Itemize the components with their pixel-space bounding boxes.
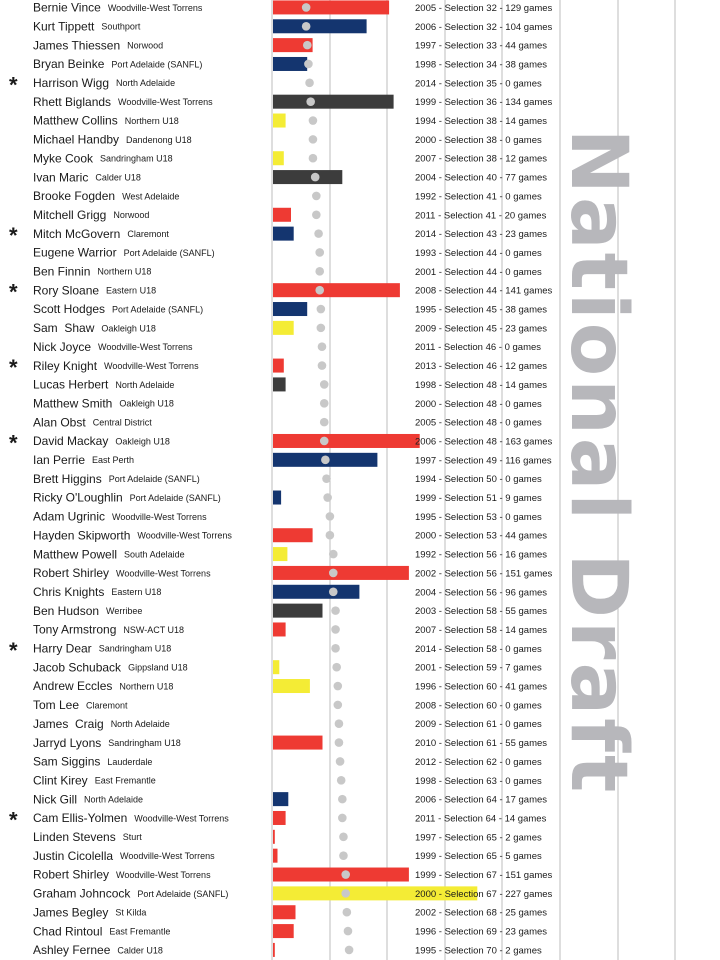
bar-games xyxy=(273,849,278,863)
player-name: Lucas Herbert xyxy=(33,377,109,392)
player-name: Graham Johncock xyxy=(33,886,131,901)
pick-info: 1994 - Selection 50 - 0 games xyxy=(415,474,542,486)
player-name: Brooke Fogden xyxy=(33,189,116,204)
player-club: Woodville-West Torrens xyxy=(116,869,211,880)
bar-games xyxy=(273,830,275,844)
player-name: Alan Obst xyxy=(33,415,86,430)
bar-games xyxy=(273,302,307,316)
pick-info: 1998 - Selection 34 - 38 games xyxy=(415,59,548,71)
player-club: Oakleigh U18 xyxy=(119,398,174,409)
bar-games xyxy=(273,114,286,128)
player-name: Jacob Schuback xyxy=(33,660,122,675)
star-marker: * xyxy=(9,807,18,833)
bar-games xyxy=(273,57,307,71)
player-name: Brett Higgins xyxy=(33,471,102,486)
dot-selection xyxy=(312,210,321,219)
dot-selection xyxy=(343,908,352,917)
player-club: Dandenong U18 xyxy=(126,134,192,145)
player-name: Andrew Eccles xyxy=(33,679,113,694)
pick-info: 2002 - Selection 68 - 25 games xyxy=(415,907,548,919)
bar-games xyxy=(273,660,279,674)
bar-games xyxy=(273,868,409,882)
dot-selection xyxy=(309,116,318,125)
player-club: Norwood xyxy=(127,40,164,51)
player-name: Mitch McGovern xyxy=(33,226,121,241)
player-club: North Adelaide xyxy=(84,794,144,805)
player-name: Sam Siggins xyxy=(33,754,101,769)
dot-selection xyxy=(326,531,335,540)
player-name: Nick Gill xyxy=(33,792,77,807)
player-club: Woodville-West Torrens xyxy=(134,813,229,824)
player-name: Rhett Biglands xyxy=(33,94,112,109)
bar-games xyxy=(273,566,409,580)
player-club: Sandringham U18 xyxy=(100,153,173,164)
player-name: Adam Ugrinic xyxy=(33,509,106,524)
bar-games xyxy=(273,434,420,448)
player-name: James Thiessen xyxy=(33,38,121,53)
bar-games xyxy=(273,377,286,391)
player-name: Bryan Beinke xyxy=(33,57,105,72)
pick-info: 2006 - Selection 48 - 163 games xyxy=(415,436,553,448)
dot-selection xyxy=(335,719,344,728)
player-name: Sam Shaw xyxy=(33,321,95,336)
player-club: Southport xyxy=(101,21,141,32)
dot-selection xyxy=(323,493,332,502)
player-club: St Kilda xyxy=(115,907,147,918)
player-name: Robert Shirley xyxy=(33,867,110,882)
pick-info: 1994 - Selection 38 - 14 games xyxy=(415,116,548,128)
pick-info: 1998 - Selection 63 - 0 games xyxy=(415,775,542,787)
pick-info: 1995 - Selection 45 - 38 games xyxy=(415,304,548,316)
dot-selection xyxy=(345,946,354,955)
bar-games xyxy=(273,227,294,241)
pick-info: 2007 - Selection 58 - 14 games xyxy=(415,624,548,636)
player-name: Hayden Skipworth xyxy=(33,528,131,543)
player-club: Port Adelaide (SANFL) xyxy=(112,304,204,315)
pick-info: 2003 - Selection 58 - 55 games xyxy=(415,606,548,618)
player-name: Bernie Vince xyxy=(33,0,101,15)
dot-selection xyxy=(317,324,326,333)
pick-info: 2010 - Selection 61 - 55 games xyxy=(415,738,548,750)
star-marker: * xyxy=(9,72,18,98)
dot-selection xyxy=(338,814,347,823)
dot-selection xyxy=(315,286,324,295)
pick-info: 2009 - Selection 45 - 23 games xyxy=(415,323,548,335)
bar-games xyxy=(273,736,323,750)
pick-info: 1996 - Selection 69 - 23 games xyxy=(415,926,548,938)
dot-selection xyxy=(326,512,335,521)
player-club: North Adelaide xyxy=(110,719,170,730)
player-name: Justin Cicolella xyxy=(33,848,114,863)
dot-selection xyxy=(312,192,321,201)
pick-info: 2008 - Selection 44 - 141 games xyxy=(415,285,553,297)
player-name: Myke Cook xyxy=(33,151,94,166)
dot-selection xyxy=(341,870,350,879)
bar-games xyxy=(273,151,284,165)
dot-selection xyxy=(302,22,311,31)
dot-selection xyxy=(321,456,330,465)
bar-games xyxy=(273,585,359,599)
dot-selection xyxy=(311,173,320,182)
dot-selection xyxy=(335,738,344,747)
pick-info: 2007 - Selection 38 - 12 games xyxy=(415,153,548,165)
dot-selection xyxy=(317,305,326,314)
pick-info: 1997 - Selection 49 - 116 games xyxy=(415,455,552,467)
player-name: Kurt Tippett xyxy=(33,19,95,34)
bar-games xyxy=(273,283,400,297)
player-club: Woodville-West Torrens xyxy=(98,342,193,353)
pick-info: 1993 - Selection 44 - 0 games xyxy=(415,247,542,259)
dot-selection xyxy=(339,833,348,842)
star-marker: * xyxy=(9,430,18,456)
player-club: East Fremantle xyxy=(94,775,156,786)
player-name: Robert Shirley xyxy=(33,566,110,581)
bar-games xyxy=(273,943,275,957)
bar-games xyxy=(273,208,291,222)
pick-info: 2013 - Selection 46 - 12 games xyxy=(415,361,548,373)
player-club: North Adelaide xyxy=(115,379,175,390)
player-name: Cam Ellis-Yolmen xyxy=(33,811,128,826)
dot-selection xyxy=(320,418,329,427)
player-club: Northern U18 xyxy=(119,681,174,692)
dot-selection xyxy=(315,248,324,257)
player-club: Calder U18 xyxy=(117,945,163,956)
bar-games xyxy=(273,491,281,505)
player-club: Claremont xyxy=(86,700,128,711)
player-club: Woodville-West Torrens xyxy=(120,851,215,862)
player-name: David Mackay xyxy=(33,434,109,449)
pick-info: 2000 - Selection 53 - 44 games xyxy=(415,530,548,542)
pick-info: 1995 - Selection 53 - 0 games xyxy=(415,511,542,523)
pick-info: 2014 - Selection 58 - 0 games xyxy=(415,643,542,655)
pick-info: 2012 - Selection 62 - 0 games xyxy=(415,756,542,768)
dot-selection xyxy=(320,380,329,389)
dot-selection xyxy=(339,851,348,860)
star-marker: * xyxy=(9,637,18,663)
dot-selection xyxy=(309,135,318,144)
pick-info: 1999 - Selection 65 - 5 games xyxy=(415,851,542,863)
pick-info: 2014 - Selection 35 - 0 games xyxy=(415,78,542,90)
dot-selection xyxy=(318,361,327,370)
dot-selection xyxy=(320,399,329,408)
dot-selection xyxy=(331,606,340,615)
player-name: Rory Sloane xyxy=(33,283,100,298)
player-name: Tony Armstrong xyxy=(33,622,117,637)
player-name: Ian Perrie xyxy=(33,453,86,468)
player-name: Eugene Warrior xyxy=(33,245,117,260)
pick-info: 2008 - Selection 60 - 0 games xyxy=(415,700,542,712)
player-name: Harrison Wigg xyxy=(33,76,110,91)
player-club: Woodville-West Torrens xyxy=(116,568,211,579)
star-marker: * xyxy=(9,355,18,381)
player-name: Tom Lee xyxy=(33,698,80,713)
pick-info: 1998 - Selection 48 - 14 games xyxy=(415,379,548,391)
bar-games xyxy=(273,0,389,14)
player-name: Ashley Fernee xyxy=(33,943,111,958)
pick-info: 1996 - Selection 60 - 41 games xyxy=(415,681,548,693)
player-club: Oakleigh U18 xyxy=(101,323,156,334)
chart-title-text: National Draft xyxy=(553,128,643,796)
dot-selection xyxy=(322,474,331,483)
dot-selection xyxy=(315,267,324,276)
star-marker: * xyxy=(9,279,18,305)
bar-games xyxy=(273,811,286,825)
player-club: Woodville-West Torrens xyxy=(118,97,213,108)
player-club: Eastern U18 xyxy=(111,587,162,598)
dot-selection xyxy=(320,437,329,446)
player-name: Riley Knight xyxy=(33,358,98,373)
pick-info: 2004 - Selection 40 - 77 games xyxy=(415,172,548,184)
player-club: Port Adelaide (SANFL) xyxy=(129,492,221,503)
player-name: Matthew Collins xyxy=(33,113,118,128)
player-name: James Begley xyxy=(33,905,109,920)
dot-selection xyxy=(331,644,340,653)
player-name: Chad Rintoul xyxy=(33,924,103,939)
bar-games xyxy=(273,321,294,335)
pick-info: 2002 - Selection 56 - 151 games xyxy=(415,568,553,580)
pick-info: 1999 - Selection 51 - 9 games xyxy=(415,493,542,505)
pick-info: 2004 - Selection 56 - 96 games xyxy=(415,587,548,599)
dot-selection xyxy=(332,663,341,672)
player-club: Port Adelaide (SANFL) xyxy=(108,474,200,485)
pick-info: 2000 - Selection 48 - 0 games xyxy=(415,398,542,410)
dot-selection xyxy=(331,625,340,634)
player-name: Chris Knights xyxy=(33,584,105,599)
pick-info: 1992 - Selection 41 - 0 games xyxy=(415,191,542,203)
player-club: Northern U18 xyxy=(97,266,152,277)
bar-games xyxy=(273,359,284,373)
dot-selection xyxy=(337,776,346,785)
dot-selection xyxy=(306,97,315,106)
player-club: Norwood xyxy=(113,210,150,221)
bar-games xyxy=(273,792,288,806)
player-club: East Perth xyxy=(92,455,135,466)
bar-games xyxy=(273,95,394,109)
player-name: Scott Hodges xyxy=(33,302,106,317)
player-club: Claremont xyxy=(127,229,169,240)
bar-games xyxy=(273,547,287,561)
pick-info: 2011 - Selection 41 - 20 games xyxy=(415,210,547,222)
bar-games xyxy=(273,528,313,542)
player-club: South Adelaide xyxy=(124,549,185,560)
player-club: Lauderdale xyxy=(107,756,153,767)
pick-info: 2001 - Selection 59 - 7 games xyxy=(415,662,542,674)
player-name: Ricky O'Loughlin xyxy=(33,490,123,505)
dot-selection xyxy=(334,701,343,710)
pick-info: 2009 - Selection 61 - 0 games xyxy=(415,719,542,731)
player-name: Clint Kirey xyxy=(33,773,88,788)
player-club: West Adelaide xyxy=(122,191,180,202)
player-club: Woodville-West Torrens xyxy=(107,2,203,13)
player-club: Oakleigh U18 xyxy=(115,436,170,447)
player-name: Matthew Smith xyxy=(33,396,113,411)
pick-info: 1997 - Selection 33 - 44 games xyxy=(415,40,548,52)
player-name: Michael Handby xyxy=(33,132,120,147)
player-name: James Craig xyxy=(33,716,104,731)
pick-info: 1999 - Selection 36 - 134 games xyxy=(415,97,553,109)
dot-selection xyxy=(329,550,338,559)
pick-info: 2006 - Selection 32 - 104 games xyxy=(415,21,553,33)
player-club: Eastern U18 xyxy=(106,285,157,296)
player-club: Central District xyxy=(92,417,152,428)
pick-info: 2011 - Selection 64 - 14 games xyxy=(415,813,547,825)
dot-selection xyxy=(336,757,345,766)
player-club: NSW-ACT U18 xyxy=(123,624,185,635)
dot-selection xyxy=(314,229,323,238)
pick-info: 2000 - Selection 67 - 227 games xyxy=(415,888,553,900)
player-club: Sturt xyxy=(122,832,142,843)
player-name: Nick Joyce xyxy=(33,339,92,354)
player-club: Sandringham U18 xyxy=(98,643,172,654)
pick-info: 2001 - Selection 44 - 0 games xyxy=(415,266,542,278)
player-name: Mitchell Grigg xyxy=(33,207,107,222)
player-club: East Fremantle xyxy=(109,926,171,937)
pick-info: 2005 - Selection 48 - 0 games xyxy=(415,417,542,429)
player-club: Gippsland U18 xyxy=(128,662,188,673)
dot-selection xyxy=(334,682,343,691)
bar-games xyxy=(273,622,286,636)
pick-info: 2005 - Selection 32 - 129 games xyxy=(415,2,553,14)
player-name: Ben Hudson xyxy=(33,603,100,618)
pick-info: 1992 - Selection 56 - 16 games xyxy=(415,549,548,561)
bar-games xyxy=(273,905,296,919)
player-name: Ben Finnin xyxy=(33,264,91,279)
bar-games xyxy=(273,924,294,938)
player-club: Port Adelaide (SANFL) xyxy=(111,59,203,70)
pick-info: 2011 - Selection 46 - 0 games xyxy=(415,342,542,354)
dot-selection xyxy=(302,3,311,12)
pick-info: 1999 - Selection 67 - 151 games xyxy=(415,870,553,882)
pick-info: 1997 - Selection 65 - 2 games xyxy=(415,832,542,844)
star-marker: * xyxy=(9,223,18,249)
player-club: Calder U18 xyxy=(95,172,141,183)
player-name: Harry Dear xyxy=(33,641,92,656)
dot-selection xyxy=(329,587,338,596)
dot-selection xyxy=(304,60,313,69)
player-name: Jarryd Lyons xyxy=(33,735,102,750)
dot-selection xyxy=(305,79,314,88)
player-name: Ivan Maric xyxy=(33,170,89,185)
pick-info: 2014 - Selection 43 - 23 games xyxy=(415,229,548,241)
player-club: Sandringham U18 xyxy=(108,737,181,748)
player-club: Port Adelaide (SANFL) xyxy=(123,247,215,258)
bar-games xyxy=(273,19,367,33)
bar-games xyxy=(273,604,323,618)
player-club: Port Adelaide (SANFL) xyxy=(137,888,229,899)
dot-selection xyxy=(303,41,312,50)
player-name: Matthew Powell xyxy=(33,547,118,562)
bar-games xyxy=(273,170,342,184)
dot-selection xyxy=(341,889,350,898)
dot-selection xyxy=(309,154,318,163)
dot-selection xyxy=(329,569,338,578)
player-club: Woodville-West Torrens xyxy=(104,360,199,371)
dot-selection xyxy=(318,342,327,351)
player-name: Linden Stevens xyxy=(33,830,116,845)
player-club: Werribee xyxy=(106,606,143,617)
player-club: North Adelaide xyxy=(116,78,176,89)
player-club: Woodville-West Torrens xyxy=(137,530,232,541)
bar-games xyxy=(273,679,310,693)
player-club: Northern U18 xyxy=(124,115,179,126)
pick-info: 2006 - Selection 64 - 17 games xyxy=(415,794,548,806)
pick-info: 2000 - Selection 38 - 0 games xyxy=(415,134,542,146)
player-club: Woodville-West Torrens xyxy=(112,511,207,522)
dot-selection xyxy=(344,927,353,936)
dot-selection xyxy=(338,795,347,804)
pick-info: 1995 - Selection 70 - 2 games xyxy=(415,945,542,957)
